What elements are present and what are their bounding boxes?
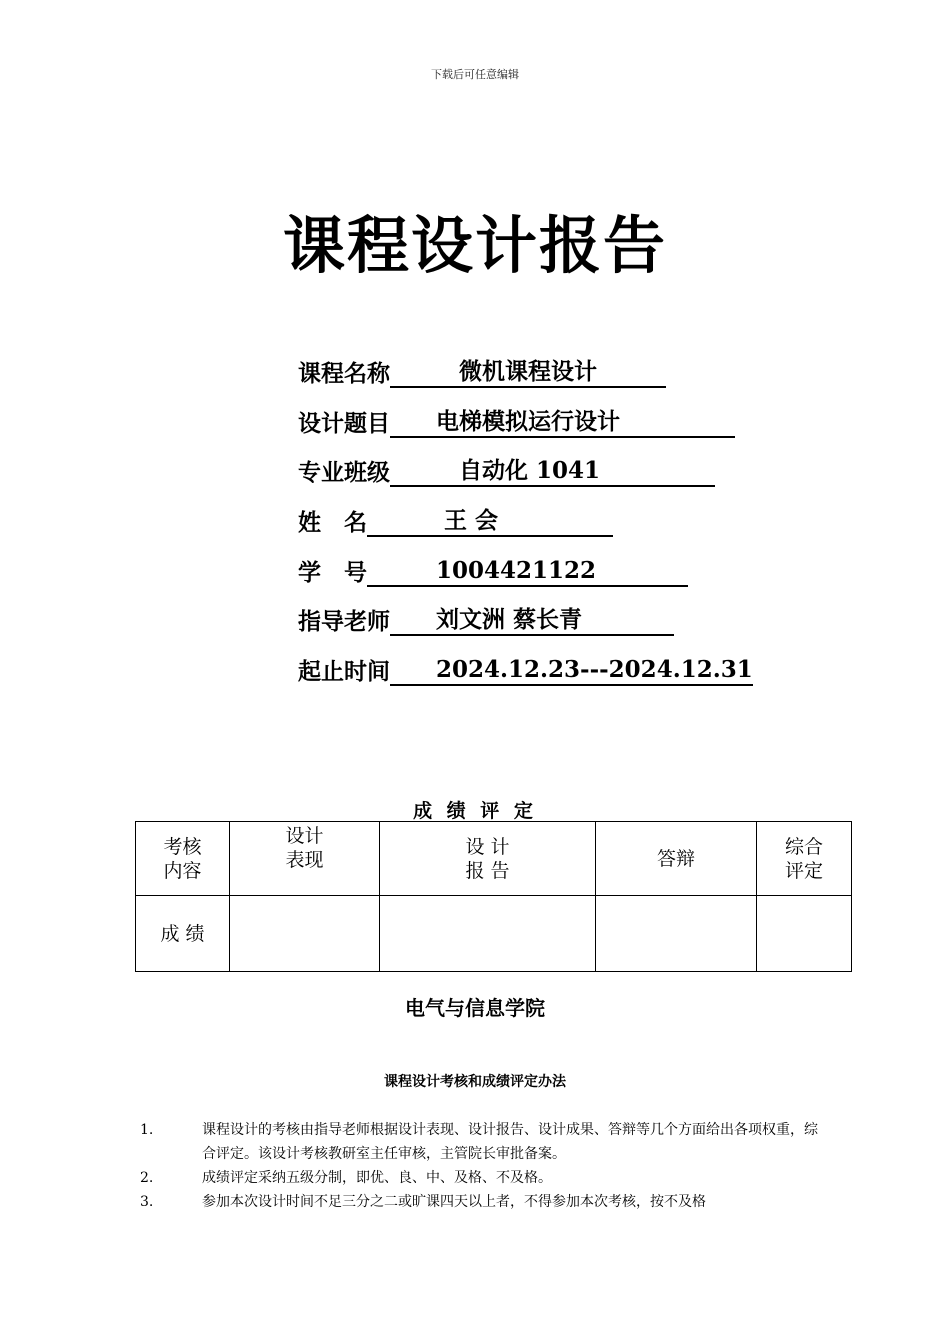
- info-row-advisor: [298, 604, 674, 636]
- info-label: 起止时间: [298, 658, 390, 685]
- table-header-cell: 综合 评定: [757, 822, 852, 896]
- info-value: 自动化 1041: [390, 458, 715, 487]
- table-cell: [596, 896, 757, 972]
- info-label: 姓 名: [298, 509, 367, 536]
- rule-text: 课程设计的考核由指导老师根据设计表现、设计报告、设计成果、答辩等几个方面给出各项权重，综合评定。该设计考核教研室主任审核，主管院长审批备案。: [202, 1122, 818, 1162]
- rule-number: 3.: [140, 1194, 154, 1210]
- table-row-label: 成 绩: [136, 896, 230, 972]
- info-row-student-id: [298, 555, 688, 587]
- table-header-cell: 答辩: [596, 822, 757, 896]
- list-item: [140, 1190, 820, 1214]
- info-row-period: [298, 654, 753, 686]
- table-cell: [757, 896, 852, 972]
- grade-heading: 成 绩 评 定: [413, 800, 537, 822]
- table-header-cell: 设计 表现: [230, 822, 380, 896]
- rule-text: 成绩评定采纳五级分制，即优、良、中、及格、不及格。: [202, 1170, 552, 1186]
- table-header-cell: 设 计 报 告: [380, 822, 596, 896]
- list-item: [140, 1166, 820, 1190]
- info-label: 指导老师: [298, 608, 390, 635]
- rule-number: 2.: [140, 1170, 154, 1186]
- rules-list: [140, 1118, 820, 1214]
- info-label: 设计题目: [298, 410, 390, 437]
- info-row-name: [298, 505, 613, 537]
- header-note: 下载后可任意编辑: [431, 68, 519, 81]
- list-item: [140, 1118, 820, 1166]
- grade-table: [135, 821, 852, 972]
- table-cell: [230, 896, 380, 972]
- info-value: 王 会: [367, 508, 613, 537]
- report-title: 课程设计报告: [282, 209, 667, 282]
- rule-text: 参加本次设计时间不足三分之二或旷课四天以上者，不得参加本次考核，按不及格: [202, 1194, 706, 1210]
- info-value: 2024.12.23---2024.12.31: [390, 657, 753, 686]
- info-label: 学 号: [298, 559, 367, 586]
- rules-title: 课程设计考核和成绩评定办法: [384, 1074, 566, 1090]
- table-header-cell: 考核 内容: [136, 822, 230, 896]
- college-name: 电气与信息学院: [405, 996, 545, 1020]
- info-row-course: [298, 356, 666, 388]
- info-value: 刘文洲 蔡长青: [390, 607, 674, 636]
- info-value: 电梯模拟运行设计: [390, 409, 735, 438]
- table-row: [136, 896, 852, 972]
- rule-number: 1.: [140, 1122, 154, 1138]
- info-label: 专业班级: [298, 459, 390, 486]
- table-cell: [380, 896, 596, 972]
- info-row-class: [298, 455, 715, 487]
- table-row: [136, 822, 852, 896]
- info-row-topic: [298, 406, 735, 438]
- info-value: 1004421122: [367, 558, 688, 587]
- info-value: 微机课程设计: [390, 359, 666, 388]
- info-label: 课程名称: [298, 360, 390, 387]
